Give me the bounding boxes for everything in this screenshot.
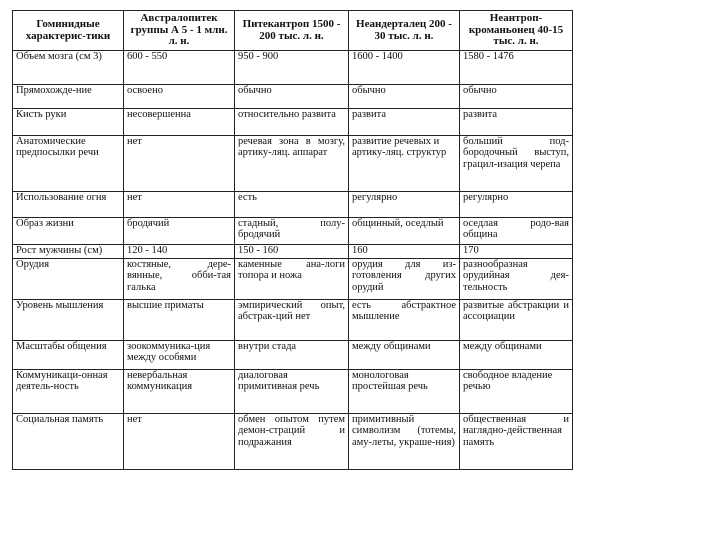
table-row [13,218,573,245]
table-cell: каменные ана-логи топора и ножа [235,259,349,300]
table-cell: обмен опытом путем демон-страций и подражания [235,414,349,470]
table-cell: невербальная коммуникация [124,370,235,414]
table-cell: общинный, оседлый [349,218,460,245]
table-cell: 150 - 160 [235,245,349,259]
table-row [13,259,573,300]
document-page [12,10,572,470]
header-cell: Австралопитек группы А 5 - 1 млн. л. н. [124,11,235,51]
table-row [13,51,573,85]
table-cell: Коммуникаци-онная деятель-ность [13,370,124,414]
table-cell: есть [235,192,349,218]
table-row [13,300,573,341]
table-cell: несовершенна [124,109,235,136]
table-cell: нет [124,136,235,192]
table-row [13,136,573,192]
table-cell: освоено [124,85,235,109]
header-cell: Неантроп-кроманьонец 40-15 тыс. л. н. [460,11,573,51]
table-cell: развитие речевых и артику-ляц. структур [349,136,460,192]
table-cell: костяные, дере-вянные, обби-тая галька [124,259,235,300]
table-cell: обычно [460,85,573,109]
table-row [13,192,573,218]
table-cell: обычно [235,85,349,109]
table-cell: стадный, полу-бродячий [235,218,349,245]
table-cell: Уровень мышления [13,300,124,341]
table-cell: 120 - 140 [124,245,235,259]
header-cell: Гоминидные характерис-тики [13,11,124,51]
table-cell: между общинами [349,341,460,370]
table-cell: регулярно [460,192,573,218]
table-cell: Орудия [13,259,124,300]
table-cell: регулярно [349,192,460,218]
table-row [13,85,573,109]
header-cell: Неандерталец 200 - 30 тыс. л. н. [349,11,460,51]
table-cell: 1600 - 1400 [349,51,460,85]
table-cell: свободное владение речью [460,370,573,414]
table-cell: 950 - 900 [235,51,349,85]
table-row [13,245,573,259]
table-cell: Социальная память [13,414,124,470]
table-cell: больший под-бородочный выступ, грацил-изация черепа [460,136,573,192]
table-cell: высшие приматы [124,300,235,341]
table-cell: примитивный символизм (тотемы, аму-леты, украше-ния) [349,414,460,470]
table-cell: Прямохожде-ние [13,85,124,109]
table-cell: разнообразная орудийная дея-тельность [460,259,573,300]
table-row [13,414,573,470]
table-cell: 1580 - 1476 [460,51,573,85]
table-cell: нет [124,192,235,218]
table-cell: Масштабы общения [13,341,124,370]
table-cell: внутри стада [235,341,349,370]
table-cell: развита [349,109,460,136]
table-cell: Рост мужчины (см) [13,245,124,259]
table-cell: орудия для из-готовления других орудий [349,259,460,300]
table-cell: оседлая родо-вая община [460,218,573,245]
table-cell: 160 [349,245,460,259]
table-row [13,341,573,370]
table-row [13,109,573,136]
table-cell: развитые абстракции и ассоциации [460,300,573,341]
table-cell: между общинами [460,341,573,370]
table-cell: есть абстрактное мышление [349,300,460,341]
table-cell: Анатомические предпосылки речи [13,136,124,192]
table-cell: 170 [460,245,573,259]
table-cell: Объем мозга (см 3) [13,51,124,85]
header-cell: Питекантроп 1500 - 200 тыс. л. н. [235,11,349,51]
table-cell: развита [460,109,573,136]
table-cell: зоокоммуника-ция между особями [124,341,235,370]
table-cell: Кисть руки [13,109,124,136]
table-cell: Использование огня [13,192,124,218]
table-cell: монологовая простейшая речь [349,370,460,414]
table-header-row [13,11,573,51]
table-cell: эмпирический опыт, абстрак-ций нет [235,300,349,341]
table-cell: бродячий [124,218,235,245]
table-cell: относительно развита [235,109,349,136]
table-cell: общественная и наглядно-действенная память [460,414,573,470]
table-cell: обычно [349,85,460,109]
table-cell: диалоговая примитивная речь [235,370,349,414]
hominid-comparison-table [12,10,573,470]
table-cell: Образ жизни [13,218,124,245]
table-cell: 600 - 550 [124,51,235,85]
table-cell: речевая зона в мозгу, артику-ляц. аппарат [235,136,349,192]
table-cell: нет [124,414,235,470]
table-row [13,370,573,414]
